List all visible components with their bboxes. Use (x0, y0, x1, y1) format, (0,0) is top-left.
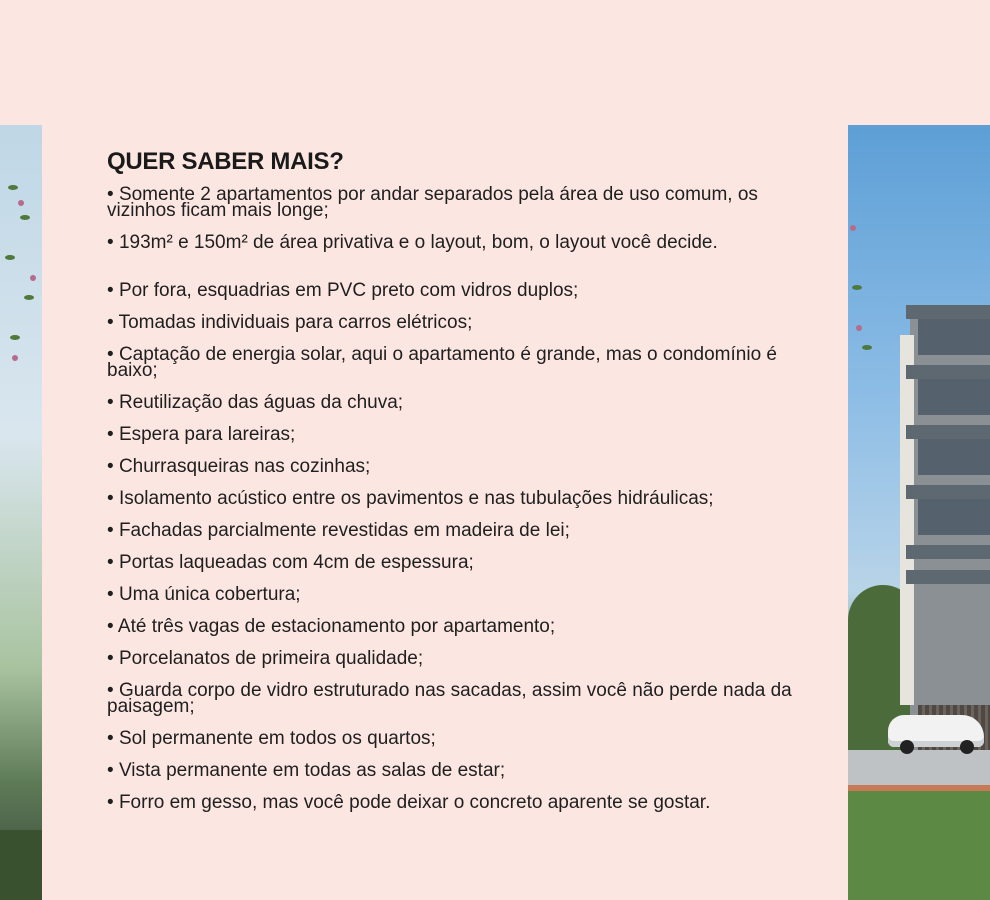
grass (0, 830, 42, 900)
building-column (900, 335, 914, 705)
building-glass (918, 439, 990, 475)
list-item: • Vista permanente em todas as salas de estar; (107, 760, 506, 781)
leaf (5, 255, 15, 260)
leaf (852, 285, 862, 290)
wheel (900, 740, 914, 754)
list-item: • Tomadas individuais para carros elétricos; (107, 312, 473, 333)
section-title: QUER SABER MAIS? (107, 148, 344, 175)
leaf (20, 215, 30, 220)
building-slab (906, 485, 990, 499)
list-item: • Guarda corpo de vidro estruturado nas sacadas, assim você não perde nada da paisagem; (107, 680, 792, 717)
list-item: • Uma única cobertura; (107, 584, 301, 605)
leaf (8, 185, 18, 190)
list-item: • Forro em gesso, mas você pode deixar o concreto aparente se gostar. (107, 792, 711, 813)
list-item: • Por fora, esquadrias em PVC preto com vidros duplos; (107, 280, 579, 301)
building-photo-right (848, 125, 990, 900)
leaf (862, 345, 872, 350)
leaf (24, 295, 34, 300)
features-list (107, 184, 807, 827)
building-slab (906, 305, 990, 319)
list-item: • Portas laqueadas com 4cm de espessura; (107, 552, 474, 573)
flower (12, 355, 18, 361)
building-slab (906, 365, 990, 379)
building-photo-left (0, 125, 42, 900)
list-item: • Somente 2 apartamentos por andar separados pela área de uso comum, os vizinhos ficam mais longe; (107, 184, 758, 221)
list-item: • Sol permanente em todos os quartos; (107, 728, 436, 749)
flower (30, 275, 36, 281)
wheel (960, 740, 974, 754)
list-item: • Captação de energia solar, aqui o apartamento é grande, mas o condomínio é baixo; (107, 344, 777, 381)
building-slab (906, 545, 990, 559)
building-glass (918, 379, 990, 415)
flower (856, 325, 862, 331)
grass (848, 791, 990, 900)
flower (850, 225, 856, 231)
leaf (10, 335, 20, 340)
flower (18, 200, 24, 206)
list-item: • Espera para lareiras; (107, 424, 296, 445)
building-slab (906, 570, 990, 584)
building-slab (906, 425, 990, 439)
list-item: • Porcelanatos de primeira qualidade; (107, 648, 424, 669)
list-item: • Isolamento acústico entre os pavimentos e nas tubulações hidráulicas; (107, 488, 714, 509)
list-item: • 193m² e 150m² de área privativa e o layout, bom, o layout você decide. (107, 232, 718, 253)
list-item: • Fachadas parcialmente revestidas em madeira de lei; (107, 520, 570, 541)
street (848, 750, 990, 790)
building-glass (918, 319, 990, 355)
list-item: • Churrasqueiras nas cozinhas; (107, 456, 371, 477)
building-glass (918, 499, 990, 535)
list-item: • Reutilização das águas da chuva; (107, 392, 404, 413)
list-item: • Até três vagas de estacionamento por apartamento; (107, 616, 556, 637)
